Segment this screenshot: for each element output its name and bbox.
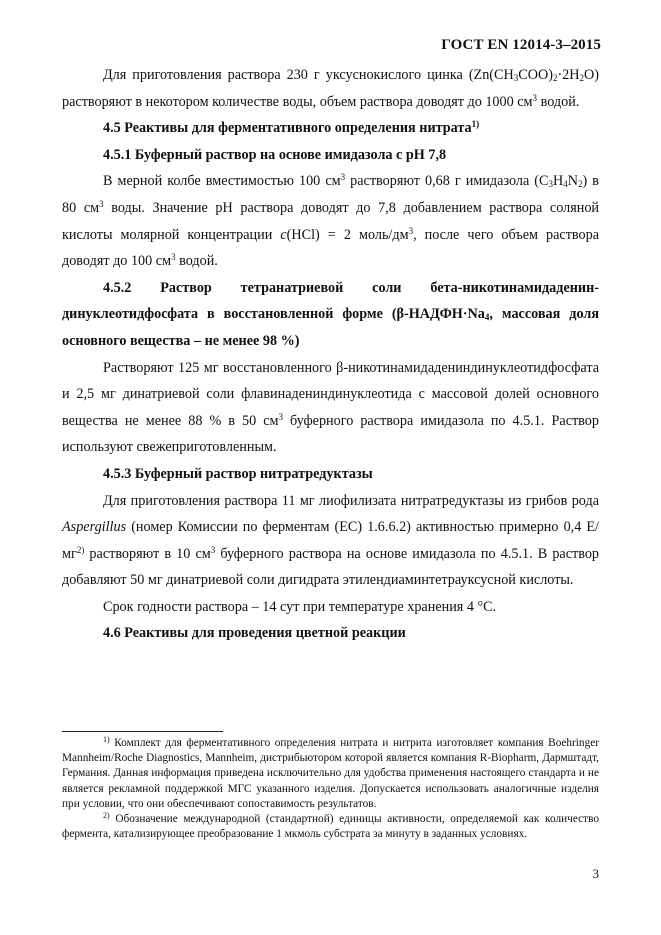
page-number: 3 bbox=[592, 866, 599, 881]
section-heading-4-5: 4.5 Реактивы для ферментативного определения нитрата$^{1)}$ bbox=[103, 119, 480, 137]
section-heading-4-5-1: 4.5.1 Буферный раствор на основе имидазола с рН 7,8 bbox=[103, 146, 447, 163]
footnote-2: $^{2)}$ Обозначение международной (стандартной) единицы активности, определяемой как количество фермента, катализирующее преобразование 1 мкмоль субстрата за минуту в заданных условиях. bbox=[62, 811, 599, 841]
section-heading-4-6: 4.6 Реактивы для проведения цветной реакции bbox=[103, 625, 406, 642]
main-text bbox=[62, 62, 599, 647]
paragraph-imidazole-buffer: В мерной колбе вместимостью 100 $см^3$ растворяют 0,68 г имидазола $(C_3H_4N_2)$ в 80 $см^3$ воды. Значение рН раствора доводят до 7,8 добавлением раствора соляной кислоты молярной концентрации c(HCl) = 2 моль/$дм^3$, после чего объем раствора доводят до 100 $см^3$ водой. bbox=[62, 172, 600, 270]
footnote-ref-2: 2) bbox=[76, 544, 85, 555]
paragraph-zinc-acetate: Для приготовления раствора 230 г уксуснокислого цинка $(Zn(CH_3COO)_2\cdot 2H_2O)$ растворяют в некотором количестве воды, объем раствора доводят до 1000 $см^3$ водой. bbox=[62, 67, 599, 110]
footnote-ref-1: 1) bbox=[471, 119, 480, 130]
footnote-divider bbox=[62, 731, 223, 732]
paragraph-shelf-life: Срок годности раствора – 14 сут при температуре хранения 4 °C. bbox=[103, 598, 497, 615]
footnotes bbox=[62, 736, 599, 842]
footnote-1: $^{1)}$ Комплект для ферментативного определения нитрата и нитрита изготовляет компания Boehringer Mannheim/Roche Diagnostics, Mannheim, дистрибьютором которой является компания R-Biopharm, Дармштадт, Германия. Данная информация приведена исключительно для удобства применения настоящего стандарта и не является рекламной поддержкой МГС указанного изделия. Допускается использовать аналогичные изделия при условии, что они обеспечивают сопоставимость результатов. bbox=[62, 735, 599, 810]
standard-header: ГОСТ EN 12014-3–2015 bbox=[441, 37, 601, 53]
section-heading-4-5-2: 4.5.2 Раствор тетранатриевой соли бета-никотинамидадениндинуклеотидфосфата в восстановленной форме ($\beta-НАДФН\cdot Na_4$, массовая доля основного вещества – не менее 98 %) bbox=[62, 279, 599, 349]
paragraph-nitrate-reductase: Для приготовления раствора 11 мг лиофилизата нитратредуктазы из грибов рода Aspergillus (номер Комиссии по ферментам (EC) 1.6.6.2) активностью примерно 0,4 $E/мг^{2)}$ растворяют в 10 $см^3$ буферного раствора на основе имидазола по 4.5.1. В раствор добавляют 50 мг динатриевой соли дигидрата этилендиаминтетрауксусной кислоты. bbox=[62, 492, 600, 589]
section-heading-4-5-3: 4.5.3 Буферный раствор нитратредуктазы bbox=[103, 465, 373, 482]
paragraph-nadph-solution: Растворяют 125 мг восстановленного β-никотинамидадениндинуклеотидфосфата и 2,5 мг динатриевой соли флавинадениндинуклеотида с массовой долей основного вещества не менее 88 % в 50 $см^3$ буферного раствора имидазола по 4.5.1. Раствор используют свежеприготовленным. bbox=[62, 359, 599, 456]
